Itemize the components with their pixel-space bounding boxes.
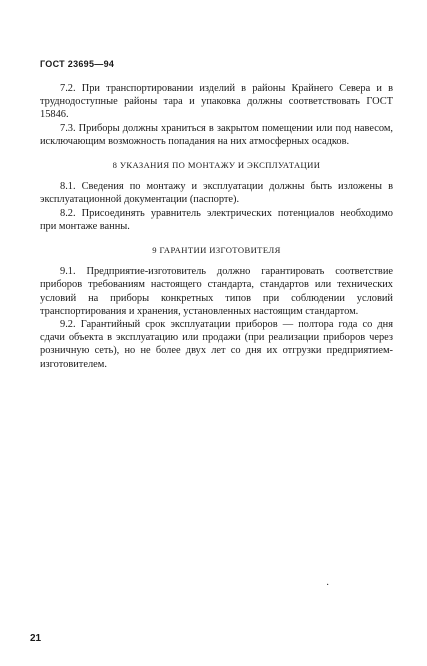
paragraph-7-2: 7.2. При транспортировании изделий в районы Крайнего Севера и в труднодоступные районы тара и упаковка должны соответствовать ГОСТ 15846. bbox=[40, 83, 393, 121]
section-9-heading: 9 ГАРАНТИИ ИЗГОТОВИТЕЛЯ bbox=[152, 245, 281, 256]
document-header: ГОСТ 23695—94 bbox=[40, 59, 115, 69]
paragraph-8-1: 8.1. Сведения по монтажу и эксплуатации должны быть изложены в эксплуатационной документации (паспорте). bbox=[40, 181, 393, 206]
stray-dot-mark: · bbox=[326, 580, 330, 591]
section-8-heading: 8 УКАЗАНИЯ ПО МОНТАЖУ И ЭКСПЛУАТАЦИИ bbox=[112, 160, 321, 171]
paragraph-9-1: 9.1. Предприятие-изготовитель должно гарантировать соответствие приборов требованиям настоящего стандарта, стандартов или технических условий на приборы конкретных типов при соблюдении условий транспортирования и хранения, установленных настоящим стандартом. bbox=[40, 266, 393, 317]
paragraph-7-3: 7.3. Приборы должны храниться в закрытом помещении или под навесом, исключающим возможность попадания на них атмосферных осадков. bbox=[40, 122, 393, 147]
paragraph-9-2: 9.2. Гарантийный срок эксплуатации приборов — полтора года со дня сдачи объекта в эксплуатацию или продажи (при реализации приборов через розничную сеть), но не более двух лет со дня их отгрузки предприятием-изготовителем. bbox=[40, 319, 393, 370]
page-number: 21 bbox=[30, 633, 42, 644]
document-body bbox=[40, 82, 393, 371]
paragraph-8-2: 8.2. Присоединять уравнитель электрических потенциалов необходимо при монтаже ванны. bbox=[40, 207, 393, 232]
